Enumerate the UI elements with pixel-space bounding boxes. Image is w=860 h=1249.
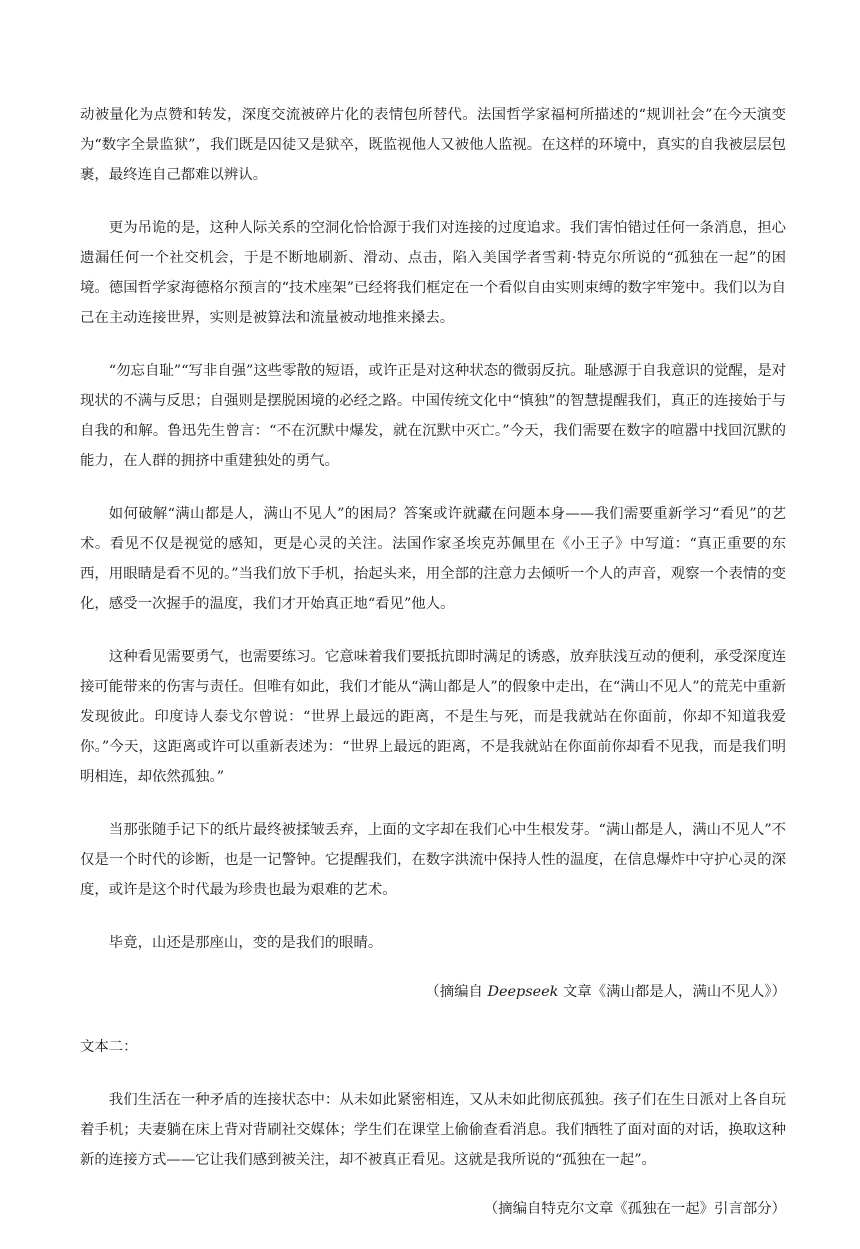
text1-source-suffix: 文章《满山都是人，满山不见人》） — [558, 984, 786, 1000]
text1-paragraph-3: “勿忘自耻”“写非自强”这些零散的短语，或许正是对这种状态的微弱反抗。耻感源于自我意识的觉醒，是对现状的不满与反思；自强则是摆脱困境的必经之路。中国传统文化中“慎独”的智慧提醒我们，真正的连接始于与自我的和解。鲁迅先生曾言：“不在沉默中爆发，就在沉默中灭亡。”今天，我们需要在数字的喧嚣中找回沉默的能力，在人群的拥挤中重建独处的勇气。 — [80, 363, 786, 469]
text2-heading: 文本二： — [80, 1039, 138, 1055]
text1-paragraph-7: 毕竟，山还是那座山，变的是我们的眼睛。 — [108, 935, 383, 951]
text1-paragraph-4: 如何破解“满山都是人，满山不见人”的困局？答案或许就藏在问题本身——我们需要重新学习“看见”的艺术。看见不仅是视觉的感知，更是心灵的关注。法国作家圣埃克苏佩里在《小王子》中写道：“真正重要的东西，用眼睛是看不见的。”当我们放下手机，抬起头来，用全部的注意力去倾听一个人的声音，观察一个表情的变化，感受一次握手的温度，我们才开始真正地“看见”他人。 — [80, 506, 786, 612]
text1-paragraph-1: 动被量化为点赞和转发，深度交流被碎片化的表情包所替代。法国哲学家福柯所描述的“规训社会”在今天演变为“数字全景监狱”，我们既是囚徒又是狱卒，既监视他人又被他人监视。在这样的环境中，真实的自我被层层包裹，最终连自己都难以辨认。 — [80, 107, 786, 183]
document-page — [80, 100, 786, 1249]
text1-paragraph-5: 这种看见需要勇气，也需要练习。它意味着我们要抵抗即时满足的诱惑，放弃肤浅互动的便利，承受深度连接可能带来的伤害与责任。但唯有如此，我们才能从“满山都是人”的假象中走出，在“满山不见人”的荒芜中重新发现彼此。印度诗人泰戈尔曾说：“世界上最远的距离，不是生与死，而是我就站在你面前，你却不知道我爱你。”今天，这距离或许可以重新表述为：“世界上最远的距离，不是我就站在你面前你却看不见我，而是我们明明相连，却依然孤独。” — [80, 649, 786, 785]
text2-source-citation: （摘编自特克尔文章《孤独在一起》引言部分） — [483, 1201, 786, 1217]
text1-source-latin: Deepseek — [487, 984, 559, 1000]
text2-paragraph: 我们生活在一种矛盾的连接状态中：从未如此紧密相连，又从未如此彻底孤独。孩子们在生日派对上各自玩着手机；夫妻躺在床上背对背刷社交媒体；学生们在课堂上偷偷查看消息。我们牺牲了面对面的对话，换取这种新的连接方式——它让我们感到被关注，却不被真正看见。这就是我所说的“孤独在一起”。 — [80, 1092, 786, 1168]
text1-paragraph-2: 更为吊诡的是，这种人际关系的空洞化恰恰源于我们对连接的过度追求。我们害怕错过任何一条消息，担心遗漏任何一个社交机会，于是不断地刷新、滑动、点击，陷入美国学者雪莉·特克尔所说的“孤独在一起”的困境。德国哲学家海德格尔预言的“技术座架”已经将我们框定在一个看似自由实则束缚的数字牢笼中。我们以为自己在主动连接世界，实则是被算法和流量被动地推来搡去。 — [80, 220, 786, 326]
text1-source-citation — [80, 977, 786, 1007]
text1-paragraph-6: 当那张随手记下的纸片最终被揉皱丢弃，上面的文字却在我们心中生根发芽。“满山都是人，满山不见人”不仅是一个时代的诊断，也是一记警钟。它提醒我们，在数字洪流中保持人性的温度，在信息爆炸中守护心灵的深度，或许是这个时代最为珍贵也最为艰难的艺术。 — [80, 822, 786, 898]
text1-source-prefix: （摘编自 — [425, 984, 488, 1000]
